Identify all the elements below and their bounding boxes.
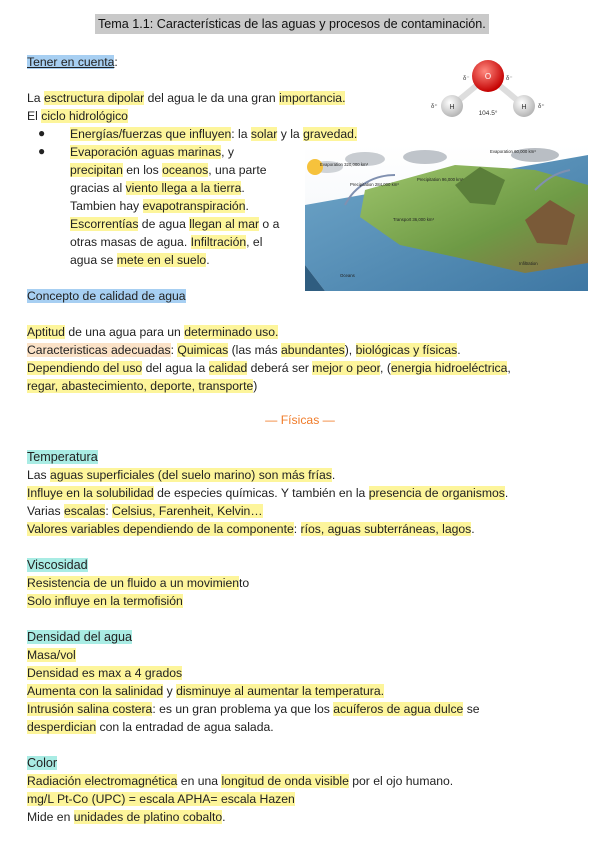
text-line: Aptitud de una agua para un determinado uso. [27,325,279,339]
label-evaporation: Evaporation 320,000 km³ [320,162,369,167]
section-heading-tener-en-cuenta [27,54,118,71]
text-line: Influye en la solubilidad de especies químicas. Y también en la presencia de organismos. [27,486,509,500]
delta-minus-label: δ⁻ [506,76,513,82]
section-title-fisicas: — Físicas — [265,413,335,427]
page-title: Tema 1.1: Características de las aguas y procesos de contaminación. [95,14,489,34]
text-line: Las aguas superficiales (del suelo marino) son más frías. [27,468,336,482]
oxygen-label: O [484,72,492,81]
bullet-text: gracias al viento llega a la tierra. [70,181,245,195]
bullet-point: ● [38,126,46,140]
text-line: Solo influye en la termofisión [27,594,183,608]
bullet-text: Tambien hay evapotranspiración. [70,199,249,213]
bullet-text: Escorrentías de agua llegan al mar o a [70,217,280,231]
text-line: Dependiendo del uso del agua la calidad deberá ser mejor o peor, (energia hidroeléctrica, [27,361,511,375]
heading-temperatura: Temperatura [27,450,98,464]
heading-text: Tener en cuenta [27,55,115,69]
text-line: mg/L Pt-Co (UPC) = escala APHA= escala Hazen [27,792,295,806]
bullet-text: Energías/fuerzas que influyen: la solar y la gravedad. [70,127,358,141]
text-line: regar, abastecimiento, deporte, transporte) [27,379,258,393]
heading-densidad: Densidad del agua [27,630,133,644]
text-line: Valores variables dependiendo de la componente: ríos, aguas subterráneas, lagos. [27,522,475,536]
bullet-text: precipitan en los oceanos, una parte [70,163,267,177]
text-line: Masa/vol [27,648,76,662]
label-transport: Transport 36,000 km³ [393,217,434,222]
delta-plus-label: δ⁺ [431,104,438,110]
heading-colon: : [114,55,118,69]
label-precipitation: Precipitation 96,000 km³ [417,177,464,182]
bullet-point: ● [38,144,46,158]
text-line: Resistencia de un fluido a un movimiento [27,576,250,590]
text-line: El ciclo hidrológico [27,109,128,123]
text-line: Densidad es max a 4 grados [27,666,183,680]
text-line: La esctructura dipolar del agua le da una gran importancia. [27,91,346,105]
delta-plus-label: δ⁺ [538,104,545,110]
label-evaporation: Evaporation 60,000 km³ [490,149,536,154]
bond-angle-label: 104.5° [478,110,498,117]
section-heading-calidad: Concepto de calidad de agua [27,289,186,303]
water-cycle-diagram [305,145,588,291]
hydrogen-label: H [449,104,455,111]
label-precipitation: Precipitation 284,000 km³ [350,182,399,187]
heading-color: Color [27,756,58,770]
text-line: Caracteristicas adecuadas: Quimicas (las más abundantes), biológicas y físicas. [27,343,461,357]
text-line: Mide en unidades de platino cobalto. [27,810,226,824]
heading-viscosidad: Viscosidad [27,558,88,572]
label-oceans: Oceans [340,273,355,278]
bullet-text: otras masas de agua. Infiltración, el [70,235,263,249]
hydrogen-label: H [521,104,527,111]
text-line: Varias escalas: Celsius, Farenheit, Kelvin… [27,504,263,518]
text-line: Radiación electromagnética en una longitud de onda visible por el ojo humano. [27,774,454,788]
delta-minus-label: δ⁻ [463,76,470,82]
text-line: desperdician con la entradad de agua salada. [27,720,274,734]
bullet-text: agua se mete en el suelo. [70,253,210,267]
water-molecule-figure [425,58,550,123]
text-line: Intrusión salina costera: es un gran problema ya que los acuíferos de agua dulce se [27,702,480,716]
bullet-text: Evaporación aguas marinas, y [70,145,234,159]
text-line: Aumenta con la salinidad y disminuye al aumentar la temperatura. [27,684,385,698]
label-infiltration: Infiltration [519,261,538,266]
